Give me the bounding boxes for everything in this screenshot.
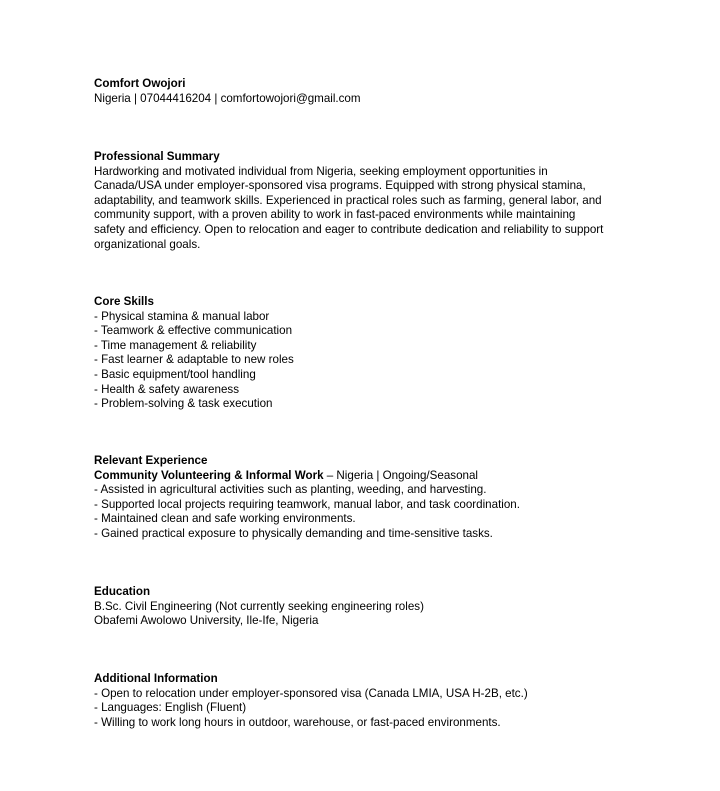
skill-item: - Time management & reliability [94, 338, 257, 352]
education-heading: Education [94, 585, 151, 598]
summary-line: community support, with a proven ability to work in fast-paced environments while maintaining [94, 208, 576, 222]
experience-item: - Assisted in agricultural activities such as planting, weeding, and harvesting. [94, 483, 487, 497]
experience-item: - Supported local projects requiring teamwork, manual labor, and task coordination. [94, 497, 520, 511]
summary-line: Hardworking and motivated individual from Nigeria, seeking employment opportunities in [94, 164, 548, 178]
additional-item: - Willing to work long hours in outdoor, warehouse, or fast-paced environments. [94, 715, 501, 729]
degree-line: B.Sc. Civil Engineering (Not currently seeking engineering roles) [94, 599, 424, 613]
school-line: Obafemi Awolowo University, Ile-Ife, Nigeria [94, 614, 319, 628]
relevant-experience-section [94, 454, 639, 542]
summary-line: organizational goals. [94, 237, 201, 251]
skills-heading: Core Skills [94, 295, 154, 308]
role-meta: – Nigeria | Ongoing/Seasonal [323, 468, 479, 482]
skill-item: - Problem-solving & task execution [94, 397, 273, 411]
experience-heading: Relevant Experience [94, 454, 208, 467]
skill-item: - Physical stamina & manual labor [94, 309, 270, 323]
additional-item: - Open to relocation under employer-sponsored visa (Canada LMIA, USA H-2B, etc.) [94, 686, 528, 700]
summary-line: adaptability, and teamwork skills. Experienced in practical roles such as farming, general labor, and [94, 193, 602, 207]
summary-heading: Professional Summary [94, 150, 220, 163]
experience-item: - Gained practical exposure to physically demanding and time-sensitive tasks. [94, 526, 493, 540]
role-title: Community Volunteering & Informal Work [94, 468, 324, 482]
education-section [94, 585, 639, 629]
summary-line: safety and efficiency. Open to relocation and eager to contribute dedication and reliability to support [94, 222, 604, 236]
skill-item: - Teamwork & effective communication [94, 324, 293, 338]
summary-line: Canada/USA under employer-sponsored visa programs. Equipped with strong physical stamina, [94, 179, 586, 193]
experience-item: - Maintained clean and safe working environments. [94, 512, 356, 526]
core-skills-section [94, 295, 639, 412]
role-line [94, 469, 639, 484]
skill-item: - Basic equipment/tool handling [94, 367, 256, 381]
professional-summary-section [94, 150, 639, 252]
skill-item: - Fast learner & adaptable to new roles [94, 353, 294, 367]
additional-information-section [94, 672, 639, 730]
contact-line: Nigeria | 07044416204 | comfortowojori@gmail.com [94, 91, 361, 105]
additional-heading: Additional Information [94, 672, 218, 685]
candidate-name: Comfort Owojori [94, 77, 186, 90]
resume-header [94, 77, 639, 106]
skill-item: - Health & safety awareness [94, 382, 239, 396]
additional-item: - Languages: English (Fluent) [94, 701, 247, 715]
